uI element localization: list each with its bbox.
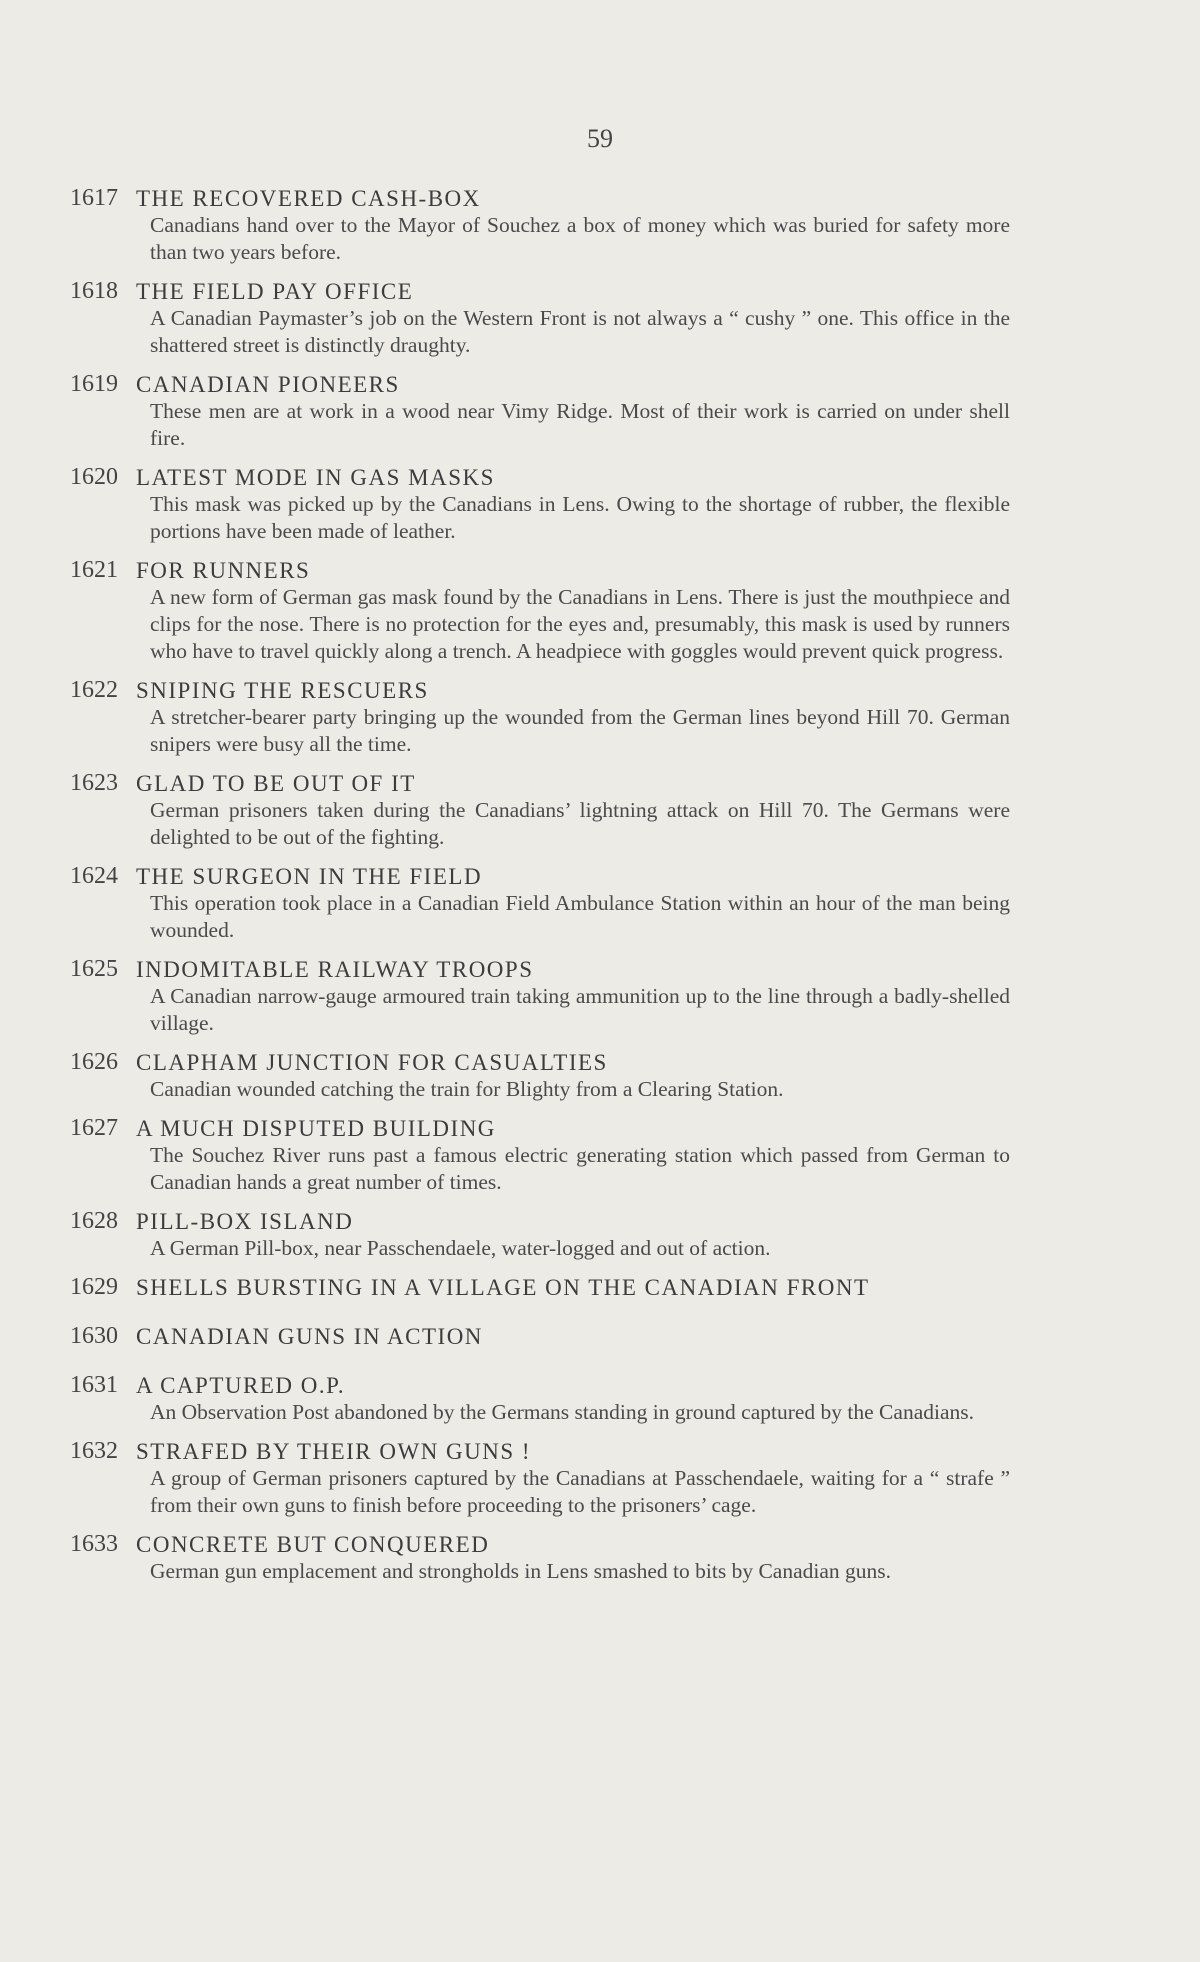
entry-description: A group of German prisoners captured by the Canadians at Passchendaele, waiting for a “ strafe ” from their own guns to finish before proceeding to the prisoners’ cage. [150, 1466, 1010, 1517]
catalogue-entry [70, 185, 1010, 266]
catalogue-entry [70, 770, 1010, 851]
entry-body [136, 1274, 1010, 1301]
catalogue-entry [70, 863, 1010, 944]
entry-description: The Souchez River runs past a famous electric generating station which passed from German to Canadian hands a great number of times. [150, 1143, 1010, 1194]
entry-number: 1633 [70, 1531, 118, 1557]
entry-number: 1629 [70, 1274, 118, 1300]
catalogue-entry [70, 464, 1010, 545]
entry-body [136, 185, 1010, 266]
entry-number: 1621 [70, 557, 118, 583]
entry-description: This operation took place in a Canadian Field Ambulance Station within an hour of the man being wounded. [150, 891, 1010, 942]
catalogue-entry [70, 1115, 1010, 1196]
entry-number: 1627 [70, 1115, 118, 1141]
entry-number: 1622 [70, 677, 118, 703]
entry-number: 1623 [70, 770, 118, 796]
catalogue-entry [70, 557, 1010, 665]
entry-body [136, 1438, 1010, 1519]
entry-number: 1628 [70, 1208, 118, 1234]
entry-description: A stretcher-bearer party bringing up the wounded from the German lines beyond Hill 70. German snipers were busy all the time. [150, 705, 1010, 756]
entry-body [136, 1531, 1010, 1585]
entry-number: 1632 [70, 1438, 118, 1464]
entry-body [136, 1049, 1010, 1103]
entry-title: CANADIAN GUNS IN ACTION [136, 1324, 483, 1349]
entry-description: A Canadian narrow-gauge armoured train taking ammunition up to the line through a badly-shelled village. [150, 984, 1010, 1035]
entry-title: GLAD TO BE OUT OF IT [136, 771, 416, 796]
catalogue-entry [70, 1274, 1010, 1301]
entry-description: These men are at work in a wood near Vimy Ridge. Most of their work is carried on under shell fire. [150, 399, 1010, 450]
entry-title: SHELLS BURSTING IN A VILLAGE ON THE CANADIAN FRONT [136, 1275, 870, 1300]
catalogue-entry [70, 1531, 1010, 1585]
catalogue-entry [70, 677, 1010, 758]
entry-title: A MUCH DISPUTED BUILDING [136, 1116, 496, 1141]
catalogue-entry [70, 1372, 1010, 1426]
entry-number: 1619 [70, 371, 118, 397]
entry-description: A Canadian Paymaster’s job on the Western Front is not always a “ cushy ” one. This office in the shattered street is distinctly draughty. [150, 306, 1010, 357]
entry-number: 1626 [70, 1049, 118, 1075]
entry-number: 1618 [70, 278, 118, 304]
entry-description: German prisoners taken during the Canadians’ lightning attack on Hill 70. The Germans were delighted to be out of the fighting. [150, 798, 1010, 849]
entry-number: 1617 [70, 185, 118, 211]
entry-body [136, 1323, 1010, 1350]
entry-title: A CAPTURED O.P. [136, 1373, 346, 1398]
entry-description: This mask was picked up by the Canadians in Lens. Owing to the shortage of rubber, the flexible portions have been made of leather. [150, 492, 1010, 543]
entry-description: A new form of German gas mask found by the Canadians in Lens. There is just the mouthpiece and clips for the nose. There is no protection for the eyes and, presumably, this mask is used by runners who have to travel quickly along a trench. A headpiece with goggles would prevent quick progress. [150, 585, 1010, 663]
entry-body [136, 956, 1010, 1037]
entry-number: 1630 [70, 1323, 118, 1349]
entry-title: PILL-BOX ISLAND [136, 1209, 354, 1234]
catalogue-entry [70, 956, 1010, 1037]
entry-body [136, 1208, 1010, 1262]
entry-title: FOR RUNNERS [136, 558, 311, 583]
entry-number: 1620 [70, 464, 118, 490]
entry-title: INDOMITABLE RAILWAY TROOPS [136, 957, 534, 982]
entry-title: SNIPING THE RESCUERS [136, 678, 429, 703]
entry-title: CANADIAN PIONEERS [136, 372, 400, 397]
entry-number: 1631 [70, 1372, 118, 1398]
catalogue-entry [70, 371, 1010, 452]
entry-body [136, 770, 1010, 851]
catalogue-entry [70, 278, 1010, 359]
catalogue-entry [70, 1438, 1010, 1519]
entry-title: THE RECOVERED CASH-BOX [136, 186, 481, 211]
entry-title: CLAPHAM JUNCTION FOR CASUALTIES [136, 1050, 608, 1075]
entry-description: A German Pill-box, near Passchendaele, water-logged and out of action. [150, 1236, 771, 1260]
entry-body [136, 677, 1010, 758]
entry-title: THE SURGEON IN THE FIELD [136, 864, 483, 889]
entry-description: An Observation Post abandoned by the Germans standing in ground captured by the Canadians. [150, 1400, 974, 1424]
catalogue-entry [70, 1049, 1010, 1103]
catalogue-entry [70, 1323, 1010, 1350]
entry-body [136, 464, 1010, 545]
entry-title: THE FIELD PAY OFFICE [136, 279, 414, 304]
entry-title: STRAFED BY THEIR OWN GUNS ! [136, 1439, 532, 1464]
entry-body [136, 863, 1010, 944]
entry-description: Canadian wounded catching the train for Blighty from a Clearing Station. [150, 1077, 784, 1101]
catalogue-entries [70, 185, 1010, 1597]
page-number: 59 [587, 124, 613, 153]
entry-body [136, 557, 1010, 665]
entry-title: CONCRETE BUT CONQUERED [136, 1532, 490, 1557]
catalogue-entry [70, 1208, 1010, 1262]
entry-description: Canadians hand over to the Mayor of Souchez a box of money which was buried for safety more than two years before. [150, 213, 1010, 264]
entry-body [136, 1372, 1010, 1426]
entry-description: German gun emplacement and strongholds in Lens smashed to bits by Canadian guns. [150, 1559, 892, 1583]
entry-number: 1624 [70, 863, 118, 889]
entry-body [136, 371, 1010, 452]
entry-title: LATEST MODE IN GAS MASKS [136, 465, 495, 490]
entry-body [136, 278, 1010, 359]
entry-number: 1625 [70, 956, 118, 982]
entry-body [136, 1115, 1010, 1196]
